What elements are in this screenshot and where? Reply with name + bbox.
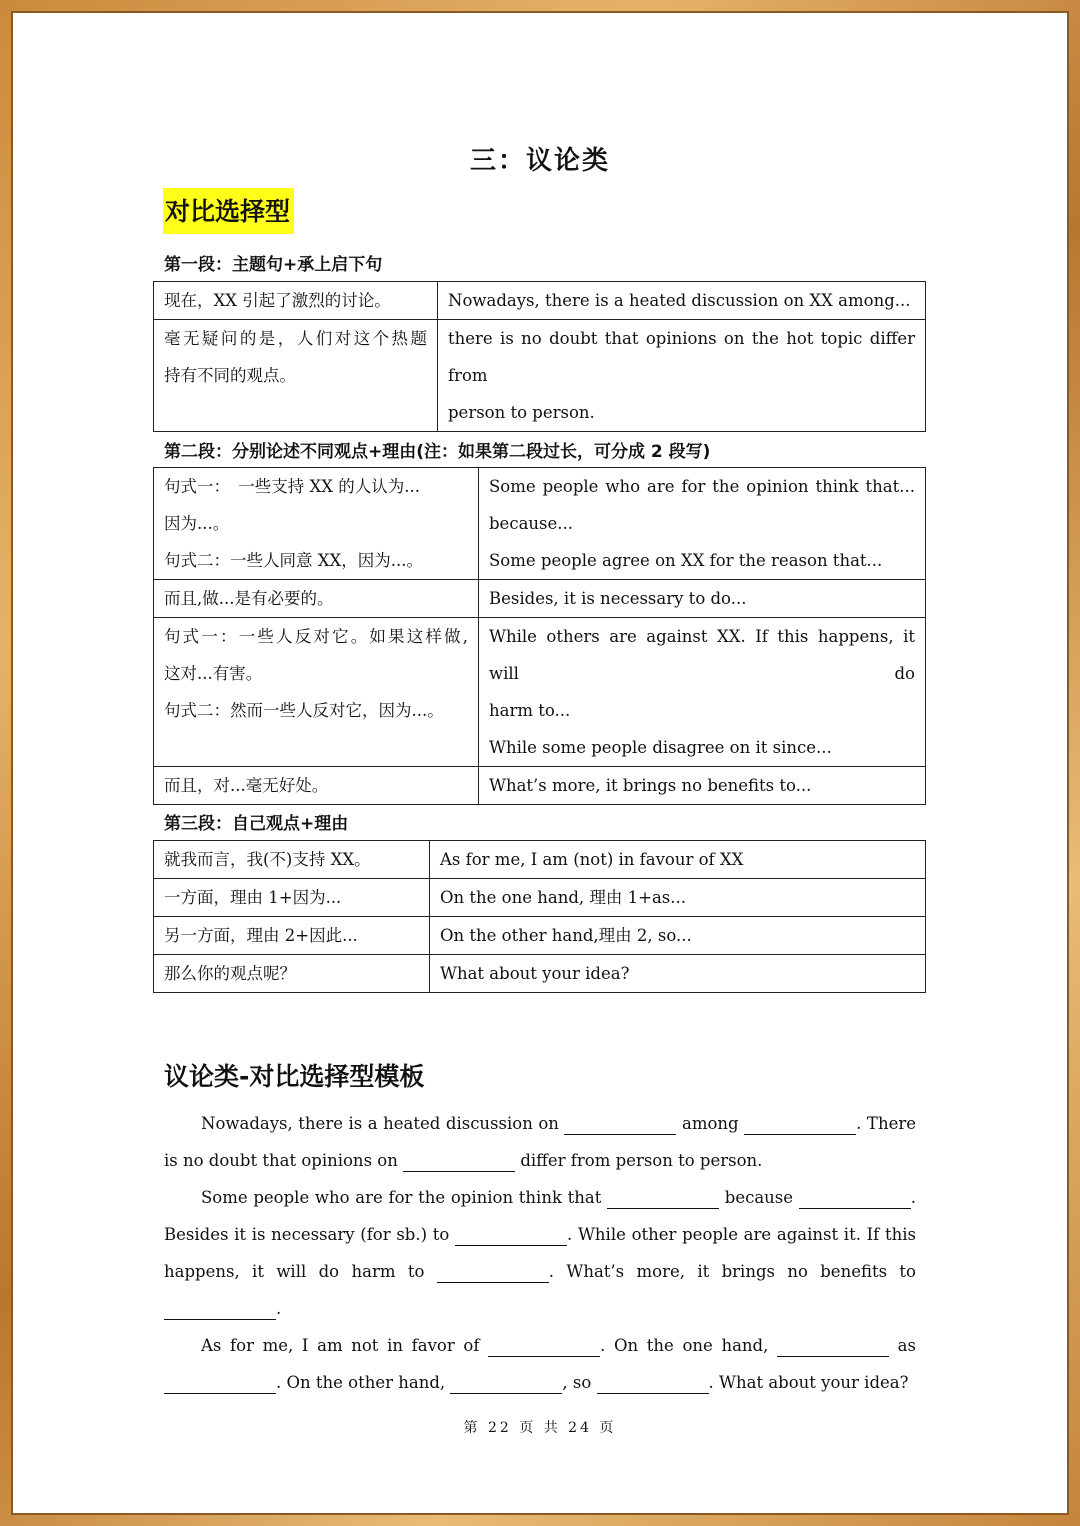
- section-heading-3: 第三段：自己观点+理由: [164, 814, 349, 834]
- fill-in-blank: [607, 1186, 719, 1209]
- cn-cell: 那么你的观点呢？: [154, 955, 430, 993]
- fill-in-blank: [403, 1149, 515, 1172]
- en-cell: there is no doubt that opinions on the hot topic differ from person to person.: [438, 320, 926, 432]
- template-paragraph-3: As for me, I am not in favor of . On the one hand, as . On the other hand, , so . What about your idea?: [164, 1327, 916, 1401]
- page-title: 三：议论类: [469, 146, 610, 176]
- en-cell: Nowadays, there is a heated discussion on XX among...: [438, 282, 926, 320]
- table-row: [154, 618, 926, 767]
- fill-in-blank: [488, 1334, 600, 1357]
- fill-in-blank: [455, 1223, 567, 1246]
- en-cell: What about your idea?: [430, 955, 926, 993]
- fill-in-blank: [437, 1260, 549, 1283]
- template-paragraph-1: Nowadays, there is a heated discussion on among . There is no doubt that opinions on differ from person to person.: [164, 1114, 916, 1170]
- cn-cell: 一方面，理由 1+因为...: [154, 879, 430, 917]
- cn-cell: 而且,做...是有必要的。: [154, 580, 479, 618]
- cn-cell: 毫无疑问的是，人们对这个热题 持有不同的观点。: [154, 320, 438, 432]
- cn-cell: 现在，XX 引起了激烈的讨论。: [154, 282, 438, 320]
- cn-cell: 就我而言，我(不)支持 XX。: [154, 841, 430, 879]
- fill-in-blank: [777, 1334, 889, 1357]
- table-row: [154, 580, 926, 618]
- en-cell: On the other hand,理由 2, so...: [430, 917, 926, 955]
- section-heading-2: 第二段：分别论述不同观点+理由(注：如果第二段过长，可分成 2 段写): [164, 442, 711, 462]
- en-cell: Besides, it is necessary to do...: [479, 580, 926, 618]
- table-row: [154, 468, 926, 580]
- fill-in-blank: [164, 1297, 276, 1320]
- fill-in-blank: [799, 1186, 911, 1209]
- highlighted-subtitle: 对比选择型: [163, 188, 294, 234]
- phrase-table-3: [153, 840, 926, 993]
- section-heading-1: 第一段：主题句+承上启下句: [164, 255, 383, 275]
- table-row: [154, 841, 926, 879]
- page-footer: 第 22 页 共 24 页: [463, 1420, 617, 1436]
- phrase-table-2: [153, 467, 926, 805]
- en-cell: As for me, I am (not) in favour of XX: [430, 841, 926, 879]
- table-row: [154, 955, 926, 993]
- fill-in-blank: [164, 1371, 276, 1394]
- fill-in-blank: [564, 1112, 676, 1135]
- phrase-table-1: [153, 281, 926, 432]
- cn-cell: 另一方面，理由 2+因此...: [154, 917, 430, 955]
- cn-cell: 句式一： 一些支持 XX 的人认为... 因为...。 句式二：一些人同意 XX，因为...。: [154, 468, 479, 580]
- en-cell: Some people who are for the opinion think that... because... Some people agree on XX for the reason that...: [479, 468, 926, 580]
- en-cell: On the one hand, 理由 1+as...: [430, 879, 926, 917]
- table-row: [154, 320, 926, 432]
- template-paragraph-2: Some people who are for the opinion think that because . Besides it is necessary (for sb.) to . While other people are against it. If this happens, it will do harm to . What’s more, it brings no benefits to .: [164, 1188, 916, 1318]
- table-row: [154, 917, 926, 955]
- en-cell: What’s more, it brings no benefits to...: [479, 767, 926, 805]
- fill-in-blank: [744, 1112, 856, 1135]
- fill-in-blank: [450, 1371, 562, 1394]
- cn-cell: 而且，对...毫无好处。: [154, 767, 479, 805]
- template-body: [164, 1105, 916, 1401]
- table-row: [154, 282, 926, 320]
- cn-cell: 句式一：一些人反对它。如果这样做, 这对...有害。 句式二：然而一些人反对它，因为...。: [154, 618, 479, 767]
- en-cell: While others are against XX. If this happens, it will do harm to... While some people disagree on it since...: [479, 618, 926, 767]
- template-heading: 议论类-对比选择型模板: [164, 1062, 425, 1091]
- fill-in-blank: [597, 1371, 709, 1394]
- table-row: [154, 879, 926, 917]
- table-row: [154, 767, 926, 805]
